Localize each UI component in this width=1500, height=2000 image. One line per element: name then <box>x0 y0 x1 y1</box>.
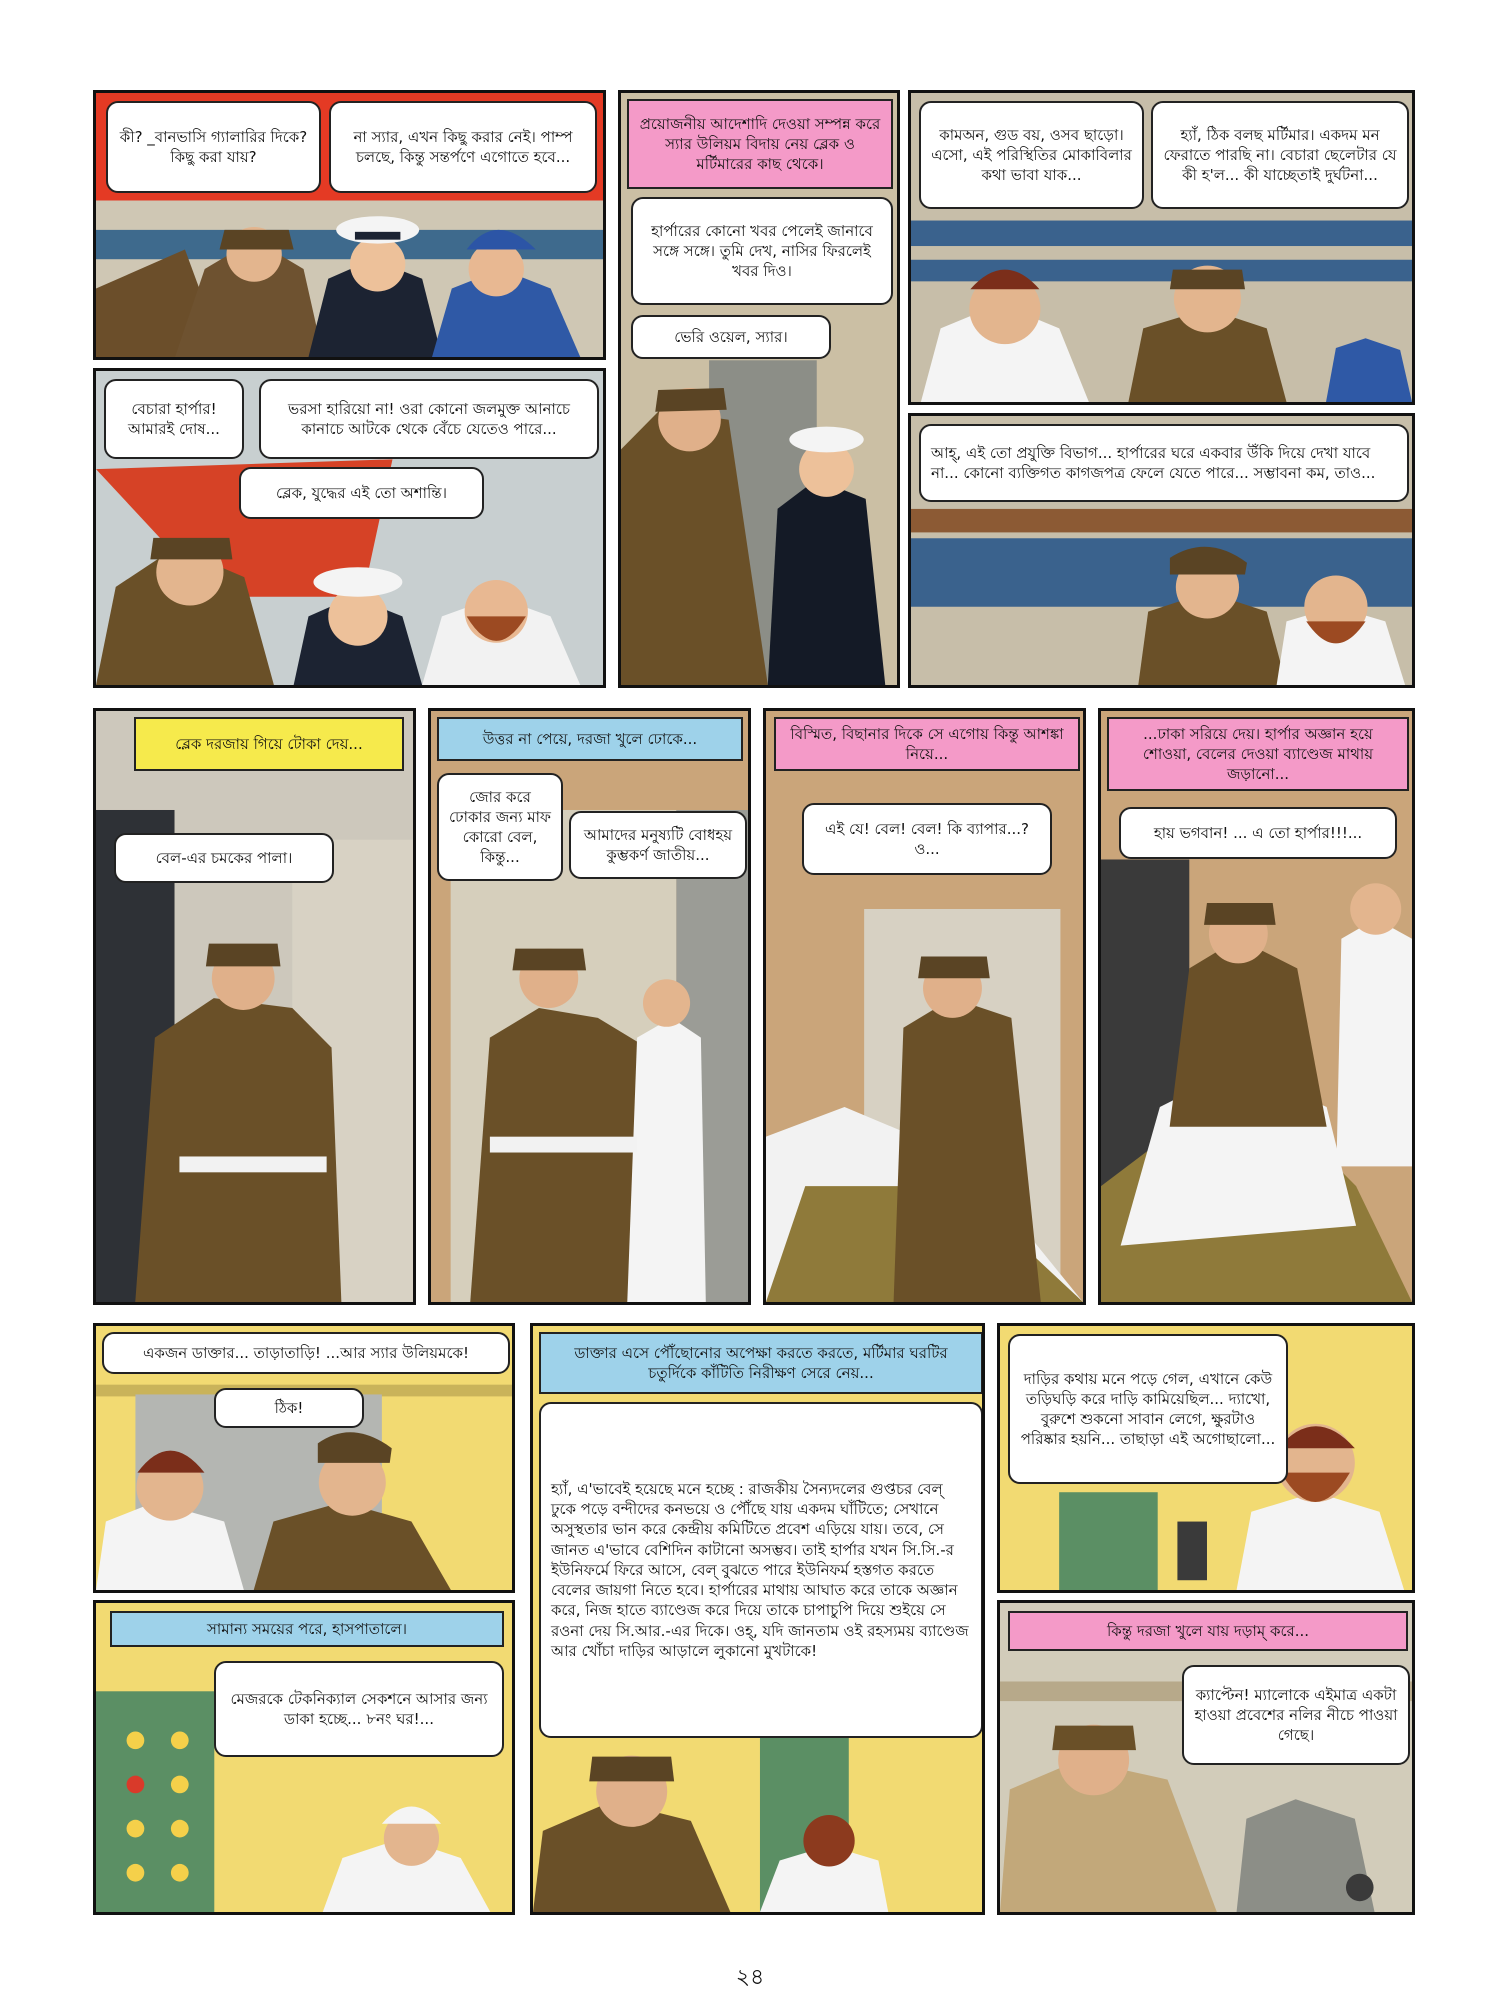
page-number: ২৪ <box>735 1965 765 1990</box>
panel-r1-2 <box>93 368 606 688</box>
speech-bubble: মেজরকে টেকনিক্যাল সেকশনে আসার জন্য ডাকা হচ্ছে... ৮নং ঘর!... <box>214 1661 504 1757</box>
speech-bubble: বেল-এর চমকের পালা। <box>114 833 334 883</box>
panel-r2-2 <box>428 708 751 1305</box>
speech-bubble: জোর করে ঢোকার জন্য মাফ কোরো বেল, কিন্তু... <box>437 773 563 881</box>
panel-r2-1 <box>93 708 416 1305</box>
speech-bubble: ক্যাপ্টেন! ম্যালোকে এইমাত্র একটা হাওয়া প্রবেশের নলির নীচে পাওয়া গেছে। <box>1182 1665 1410 1765</box>
narration-caption: উত্তর না পেয়ে, দরজা খুলে ঢোকে... <box>437 717 743 761</box>
panel-r1-1 <box>93 90 606 360</box>
narration-caption: ...ঢাকা সরিয়ে দেয়। হার্পার অজ্ঞান হয়ে শোওয়া, বেলের দেওয়া ব্যাণ্ডেজ মাথায় জড়ানো... <box>1107 717 1409 791</box>
narration-caption: ডাক্তার এসে পৌঁছোনোর অপেক্ষা করতে করতে, মর্টিমার ঘরটির চতুর্দিকে কাঁটিতি নিরীক্ষণ সেরে নেয়... <box>539 1332 983 1394</box>
narration-caption: সামান্য সময়ের পরে, হাসপাতালে। <box>110 1611 504 1647</box>
speech-bubble: ভেরি ওয়েল, স্যার। <box>631 315 831 359</box>
panel-r3-1 <box>93 1323 515 1593</box>
speech-bubble: আমাদের মনুষ্যটি বোধহয় কুম্ভকর্ণ জাতীয়... <box>569 811 747 879</box>
panel-r2-3 <box>763 708 1086 1305</box>
panel-art <box>1101 711 1412 1302</box>
panel-r1-4 <box>908 90 1415 405</box>
panel-r1-5 <box>908 413 1415 688</box>
narration-caption: প্রয়োজনীয় আদেশাদি দেওয়া সম্পন্ন করে স্যার উলিয়ম বিদায় নেয় ব্লেক ও মর্টিমারের কাছ থেকে। <box>627 99 893 189</box>
panel-art <box>766 711 1083 1302</box>
narration-caption: বিস্মিত, বিছানার দিকে সে এগোয় কিন্তু আশঙ্কা নিয়ে... <box>774 717 1080 771</box>
speech-bubble: না স্যার, এখন কিছু করার নেই। পাম্প চলছে, কিন্তু সন্তর্পণে এগোতে হবে... <box>329 101 597 193</box>
speech-bubble: দাড়ির কথায় মনে পড়ে গেল, এখানে কেউ তড়িঘড়ি করে দাড়ি কামিয়েছিল... দ্যাখো, বুরুশে শুকনো সাবান লেগে, ক্ষুরটাও পরিষ্কার হয়নি... তাছাড়া এই অগোছালো... <box>1008 1334 1288 1484</box>
speech-bubble: হার্পারের কোনো খবর পেলেই জানাবে সঙ্গে সঙ্গে। তুমি দেখ, নাসির ফিরলেই খবর দিও। <box>631 197 893 305</box>
speech-bubble: ঠিক! <box>214 1388 364 1428</box>
speech-bubble: বেচারা হার্পার! আমারই দোষ... <box>104 379 244 459</box>
narration-caption: কিন্তু দরজা খুলে যায় দড়াম্ করে... <box>1008 1611 1408 1651</box>
speech-bubble: আহ্, এই তো প্রযুক্তি বিভাগ... হার্পারের ঘরে একবার উঁকি দিয়ে দেখা যাবে না... কোনো ব্যক্তিগত কাগজপত্র ফেলে যেতে পারে... সম্ভাবনা কম, তাও... <box>919 424 1409 502</box>
speech-bubble: হায় ভগবান! ... এ তো হার্পার!!!... <box>1119 807 1397 859</box>
panel-r3-3 <box>530 1323 985 1915</box>
panel-r2-4 <box>1098 708 1415 1305</box>
speech-bubble: কী? _বানভাসি গ্যালারির দিকে? কিছু করা যায়? <box>106 101 321 193</box>
speech-bubble: ভরসা হারিয়ো না! ওরা কোনো জলমুক্ত আনাচে কানাচে আটকে থেকে বেঁচে যেতেও পারে... <box>259 379 599 459</box>
speech-bubble: একজন ডাক্তার... তাড়াতাড়ি! ...আর স্যার উলিয়মকে! <box>102 1332 510 1374</box>
panel-r1-3 <box>618 90 900 688</box>
speech-bubble: এই যে! বেল! বেল! কি ব্যাপার...? ও... <box>802 803 1052 875</box>
panel-r3-4 <box>997 1323 1415 1593</box>
panel-r3-2 <box>93 1600 515 1915</box>
speech-bubble: ব্লেক, যুদ্ধের এই তো অশান্তি। <box>239 467 484 519</box>
panel-art <box>96 1603 512 1912</box>
speech-bubble: কামঅন, গুড বয়, ওসব ছাড়ো। এসো, এই পরিস্থিতির মোকাবিলার কথা ভাবা যাক... <box>919 101 1144 209</box>
speech-bubble: হ্যাঁ, ঠিক বলছ মর্টিমার। একদম মন ফেরাতে পারছি না। বেচারা ছেলেটার যে কী হ'ল... কী যাচ্ছেতাই দুর্ঘটনা... <box>1151 101 1409 209</box>
narration-caption: ব্লেক দরজায় গিয়ে টোকা দেয়... <box>134 717 404 771</box>
speech-bubble: হ্যাঁ, এ'ভাবেই হয়েছে মনে হচ্ছে : রাজকীয় সৈন্যদলের গুপ্তচর বেল্ ঢুকে পড়ে বন্দীদের কনভয়ে ও পৌঁছে যায় একদম ঘাঁটিতে; সেখানে অসুস্থতার ভান করে কেন্দ্রীয় কমিটিতে প্রবেশ এড়িয়ে যায়। তবে, সে জানত এ'ভাবে বেশিদিন কাটানো অসম্ভব। তাই হার্পার যখন সি.সি.-র ইউনিফর্মে ফিরে আসে, বেল্ বুঝতে পারে ইউনিফর্ম হস্তগত করতে বেলের জায়গা নিতে হবে। হার্পারের মাথায় আঘাত করে তাকে অজ্ঞান করে, নিজ হাতে ব্যাণ্ডেজ করে দিয়ে তাকে চাপাচুপি দিয়ে শুইয়ে সে রওনা দেয় সি.আর.-এর দিকে। ওহ্, যদি জানতাম ওই রহস্যময় ব্যাণ্ডেজ আর খোঁচা দাড়ির আড়ালে লুকানো মুখটাকে! <box>539 1402 983 1738</box>
panel-r3-5 <box>997 1600 1415 1915</box>
panel-art <box>96 711 413 1302</box>
